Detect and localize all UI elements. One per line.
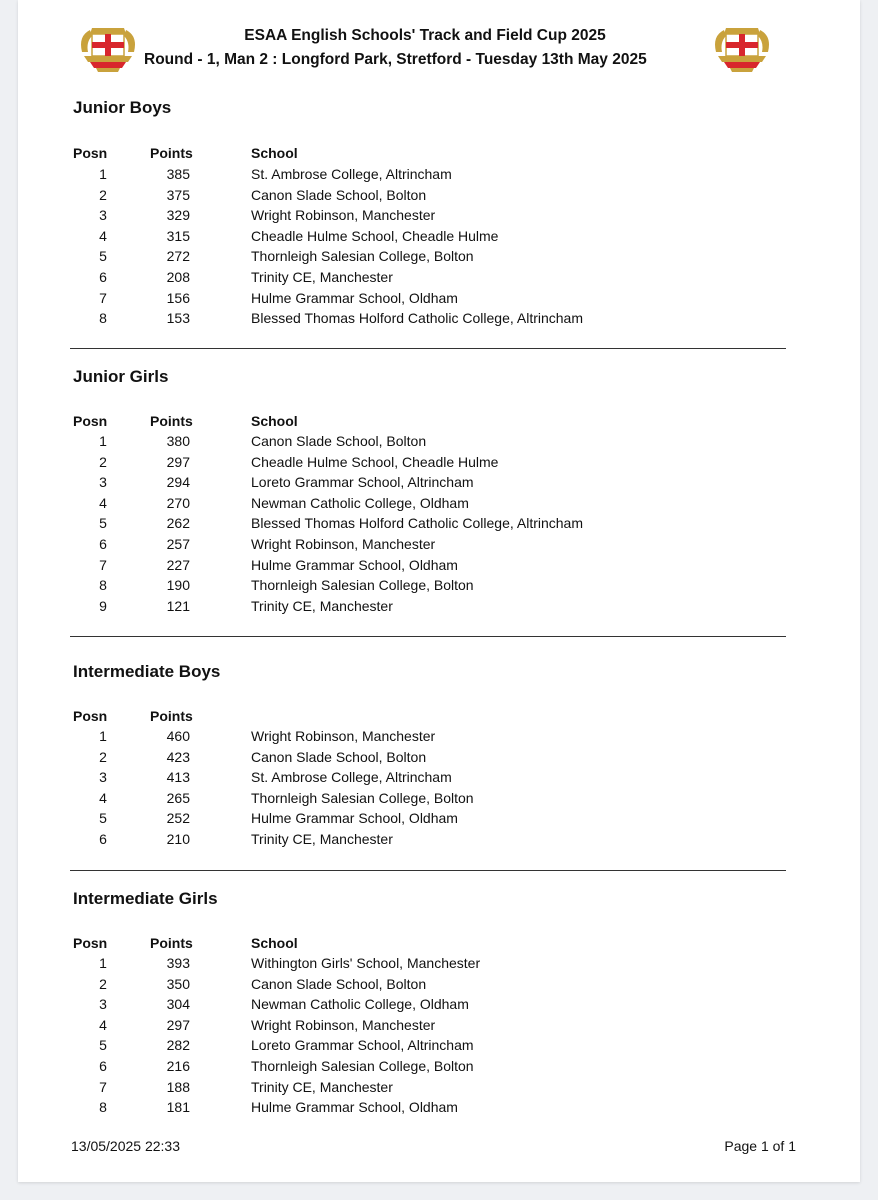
table-row: 1 385 St. Ambrose College, Altrincham: [99, 166, 452, 182]
table-row: 5 262 Blessed Thomas Holford Catholic College, Altrincham: [99, 515, 584, 532]
school-header: School: [251, 413, 298, 429]
table-row: 2 423 Canon Slade School, Bolton: [99, 748, 427, 765]
table-row: 3 304 Newman Catholic College, Oldham: [99, 996, 469, 1013]
table-row: 8 190 Thornleigh Salesian College, Bolton: [99, 577, 474, 594]
posn-header: Posn: [73, 413, 108, 429]
table-row: 3 413 St. Ambrose College, Altrincham: [99, 769, 452, 786]
school-header: School: [251, 145, 298, 161]
posn-header: Posn: [73, 145, 108, 161]
table-row: 9 121 Trinity CE, Manchester: [99, 597, 393, 614]
footer-timestamp: 13/05/2025 22:33: [71, 1138, 180, 1154]
section-title: Junior Girls: [73, 367, 169, 386]
table-row: 3 294 Loreto Grammar School, Altrincham: [99, 474, 474, 491]
table-row: 4 315 Cheadle Hulme School, Cheadle Hulme: [99, 227, 499, 244]
section-title: Intermediate Boys: [73, 662, 221, 681]
points-header: Points: [150, 145, 193, 161]
section-divider: [70, 348, 786, 349]
table-header: [18, 708, 860, 728]
table-row: 4 265 Thornleigh Salesian College, Bolton: [99, 789, 474, 806]
posn-header: Posn: [73, 708, 108, 724]
table-row: 7 188 Trinity CE, Manchester: [99, 1078, 393, 1095]
table-row: 2 350 Canon Slade School, Bolton: [99, 975, 427, 992]
table-row: 8 153 Blessed Thomas Holford Catholic College, Altrincham: [99, 310, 584, 327]
table-row: 5 272 Thornleigh Salesian College, Bolton: [99, 248, 474, 265]
results-page: [18, 0, 860, 1182]
table-row: 3 329 Wright Robinson, Manchester: [99, 207, 436, 224]
footer-page-number: Page 1 of 1: [724, 1138, 796, 1154]
table-row: 6 216 Thornleigh Salesian College, Bolton: [99, 1058, 474, 1074]
section-divider: [70, 870, 786, 871]
report-subtitle: Round - 1, Man 2 : Longford Park, Stretford - Tuesday 13th May 2025: [144, 51, 647, 68]
table-row: 1 460 Wright Robinson, Manchester: [99, 728, 436, 744]
section-title: Junior Boys: [73, 98, 172, 117]
table-header: [18, 145, 860, 165]
report-title-block: [144, 24, 706, 72]
points-header: Points: [150, 935, 193, 951]
table-row: 7 156 Hulme Grammar School, Oldham: [99, 289, 458, 306]
section-title: Intermediate Girls: [73, 889, 218, 908]
table-row: 2 375 Canon Slade School, Bolton: [99, 186, 427, 203]
points-header: Points: [150, 413, 193, 429]
table-row: 5 252 Hulme Grammar School, Oldham: [99, 810, 458, 827]
table-row: 1 380 Canon Slade School, Bolton: [99, 433, 427, 449]
school-header: School: [251, 935, 298, 951]
report-title: ESAA English Schools' Track and Field Cup 2025: [244, 27, 606, 44]
table-row: 5 282 Loreto Grammar School, Altrincham: [99, 1037, 474, 1054]
posn-header: Posn: [73, 935, 108, 951]
table-row: 4 297 Wright Robinson, Manchester: [99, 1016, 436, 1033]
table-row: 6 210 Trinity CE, Manchester: [99, 831, 393, 847]
esaa-logo-left: [76, 22, 140, 76]
section-divider: [70, 636, 786, 637]
table-row: 1 393 Withington Girls' School, Manchester: [99, 955, 481, 971]
esaa-logo-right: [710, 22, 774, 76]
table-header: [18, 935, 860, 955]
table-row: 4 270 Newman Catholic College, Oldham: [99, 494, 469, 511]
points-header: Points: [150, 708, 193, 724]
table-row: 6 208 Trinity CE, Manchester: [99, 269, 393, 285]
table-header: [18, 413, 860, 433]
table-row: 6 257 Wright Robinson, Manchester: [99, 536, 436, 552]
table-row: 8 181 Hulme Grammar School, Oldham: [99, 1099, 458, 1116]
table-row: 7 227 Hulme Grammar School, Oldham: [99, 556, 458, 573]
table-row: 2 297 Cheadle Hulme School, Cheadle Hulme: [99, 453, 499, 470]
